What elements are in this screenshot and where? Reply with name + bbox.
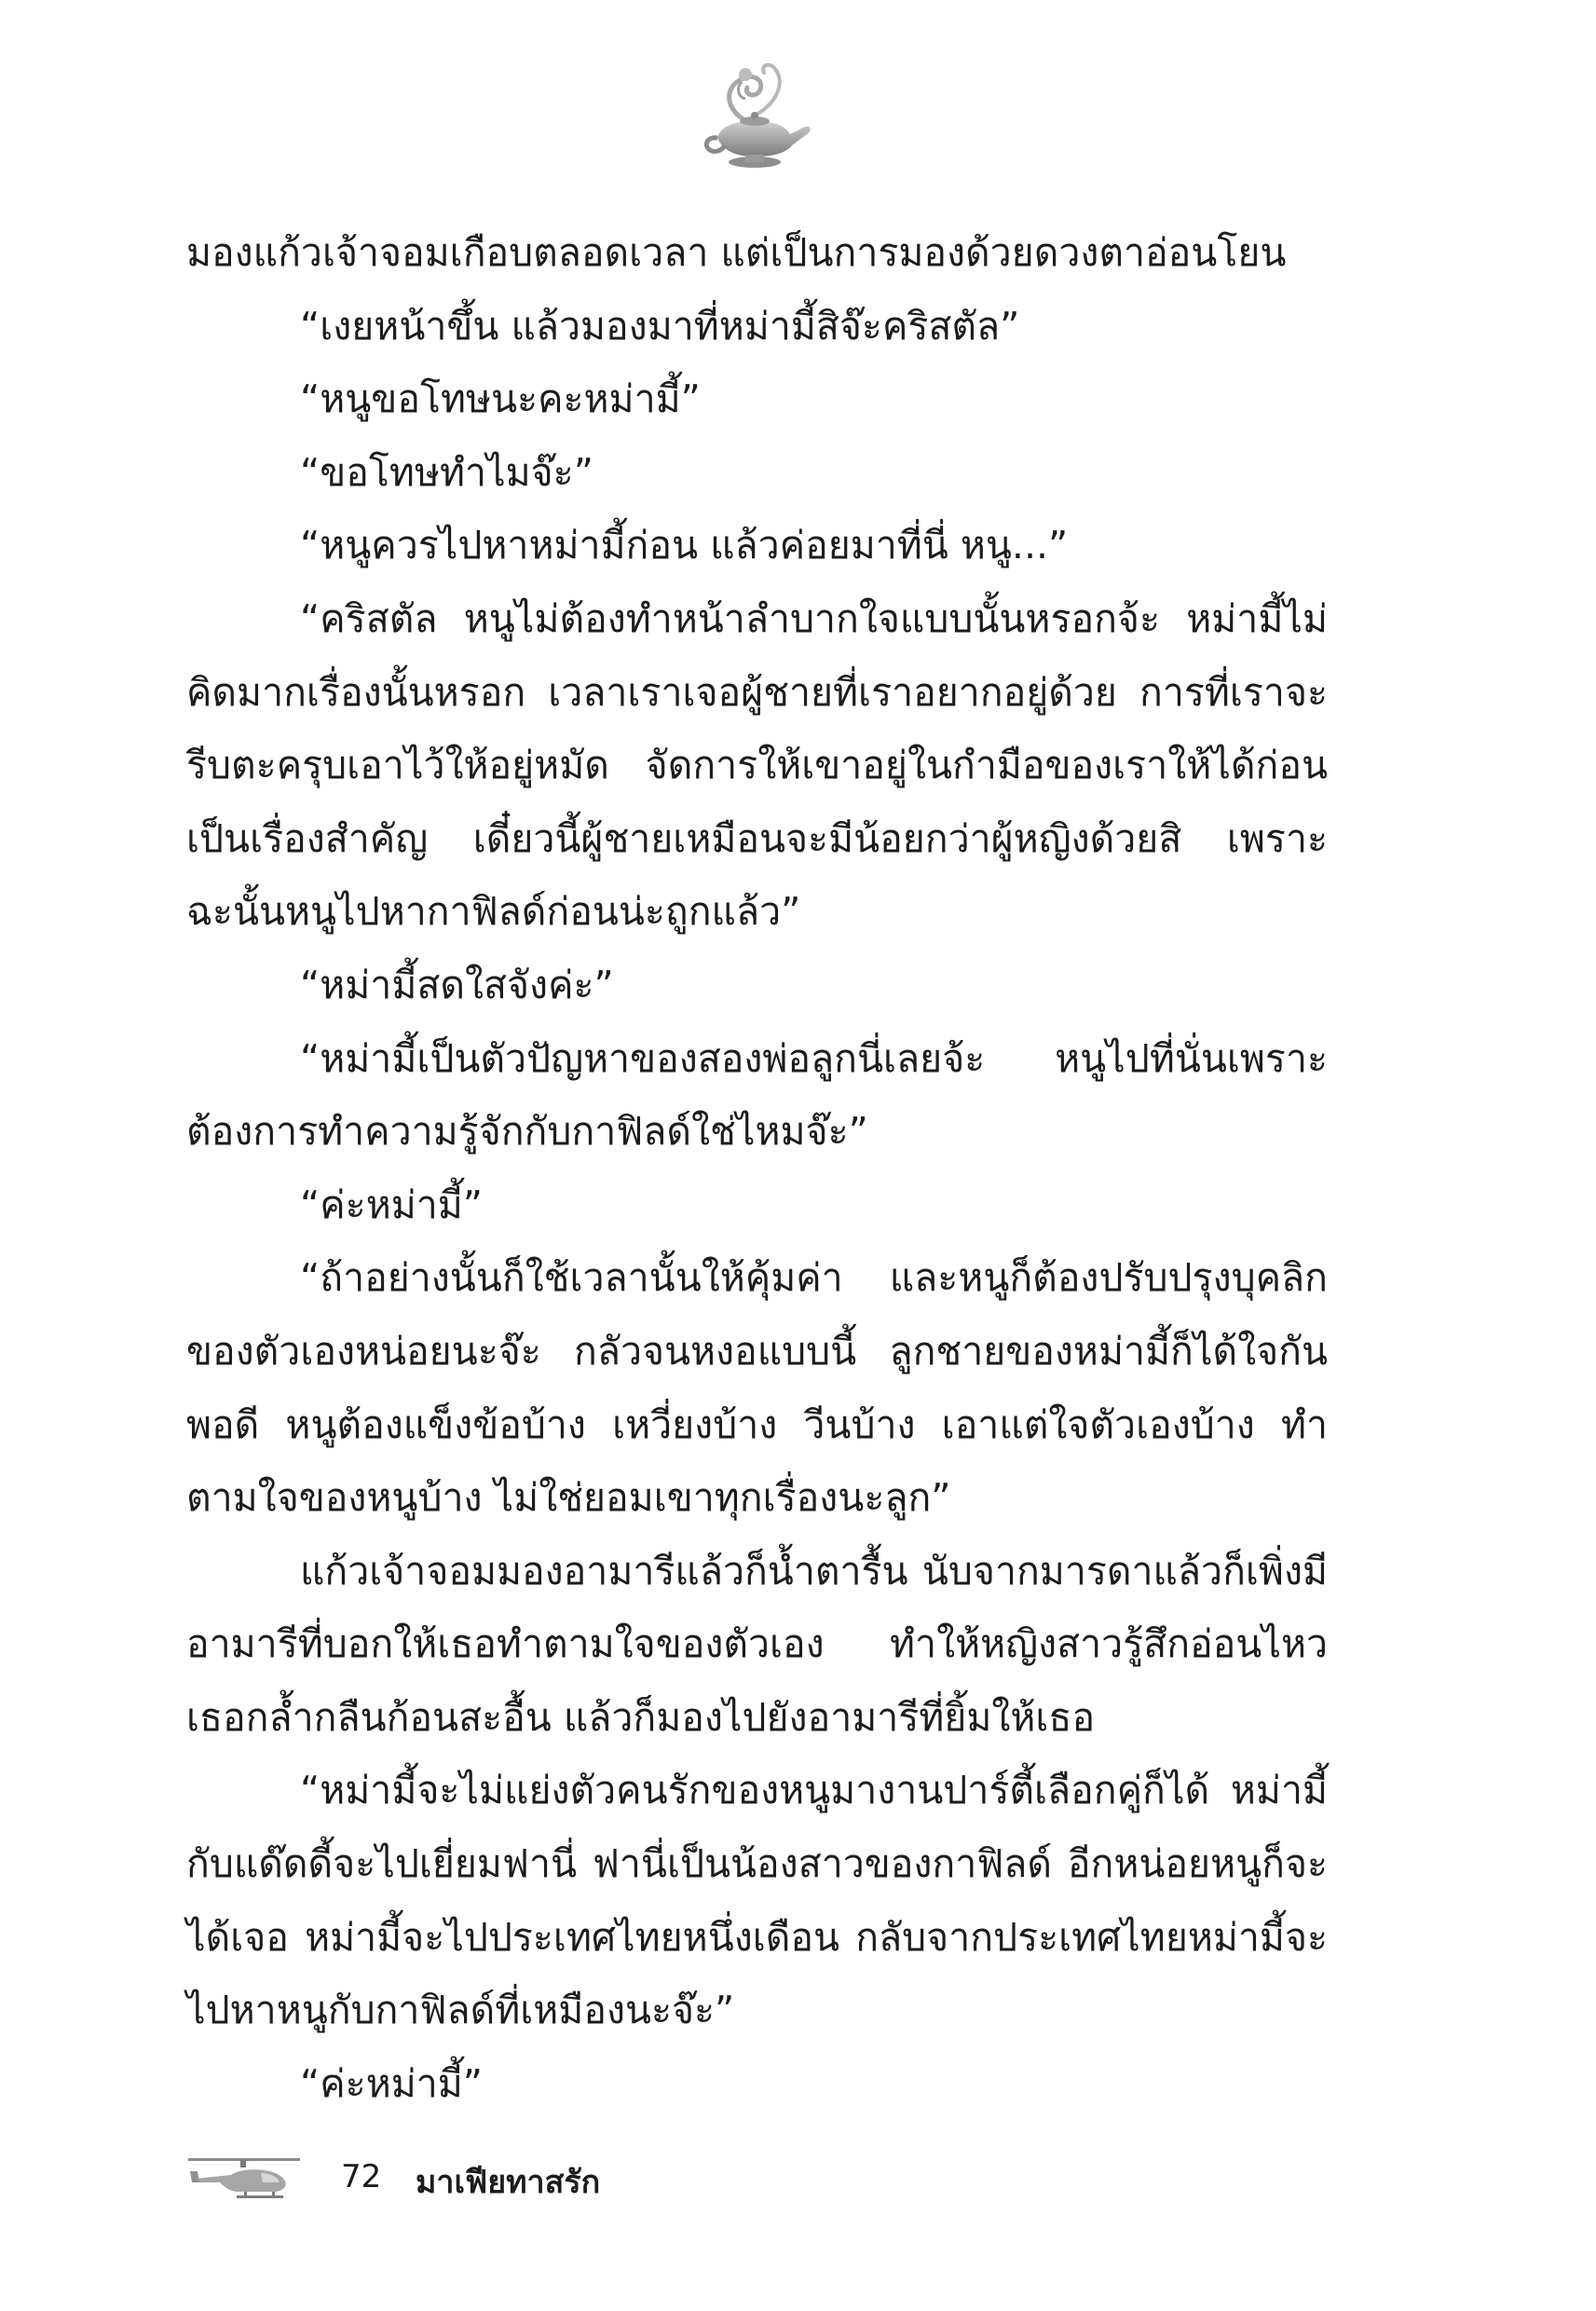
- genie-lamp-icon: [689, 56, 820, 177]
- page-footer: [183, 2153, 835, 2208]
- paragraph: “หม่ามี้จะไม่แย่งตัวคนรักของหนูมางานปาร์ตี้เลือกคู่ก็ได้ หม่ามี้กับแด๊ดดี้จะไปเยี่ยมฟานี่ ฟานี่เป็นน้องสาวของกาฟิลด์ อีกหน่อยหนูก็จะได้เจอ หม่ามี้จะไปประเทศไทยหนึ่งเดือน กลับจากประเทศไทยหม่ามี้จะไปหาหนูกับกาฟิลด์ที่เหมืองนะจ๊ะ”: [186, 1768, 1328, 2033]
- paragraph: “ค่ะหม่ามี้”: [300, 2060, 484, 2106]
- page-number: 72: [341, 2158, 382, 2195]
- paragraph: แก้วเจ้าจอมมองอามารีแล้วก็น้ำตารื้น นับจากมารดาแล้วก็เพิ่งมีอามารีที่บอกให้เธอทำตามใจของตัวเอง ทำให้หญิงสาวรู้สึกอ่อนไหว เธอกล้ำกลืนก้อนสะอื้น แล้วก็มองไปยังอามารีที่ยิ้มให้เธอ: [186, 1548, 1328, 1740]
- paragraph: มองแก้วเจ้าจอมเกือบตลอดเวลา แต่เป็นการมองด้วยดวงตาอ่อนโยน: [186, 230, 1287, 275]
- paragraph: “เงยหน้าขึ้น แล้วมองมาที่หม่ามี้สิจ๊ะคริสตัล”: [300, 303, 1020, 349]
- paragraph: “ค่ะหม่ามี้”: [300, 1182, 484, 1227]
- paragraph: “หม่ามี้เป็นตัวปัญหาของสองพ่อลูกนี่เลยจ้ะ หนูไปที่นั่นเพราะต้องการทำความรู้จักกับกาฟิลด์ใช่ไหมจ๊ะ”: [186, 1035, 1328, 1155]
- paragraph: “ขอโทษทำไมจ๊ะ”: [300, 449, 593, 495]
- paragraph: “ถ้าอย่างนั้นก็ใช้เวลานั้นให้คุ้มค่า และหนูก็ต้องปรับปรุงบุคลิกของตัวเองหน่อยนะจ๊ะ กลัวจนหงอแบบนี้ ลูกชายของหม่ามี้ก็ได้ใจกันพอดี หนูต้องแข็งข้อบ้าง เหวี่ยงบ้าง วีนบ้าง เอาแต่ใจตัวเองบ้าง ทำตามใจของหนูบ้าง ไม่ใช่ยอมเขาทุกเรื่องนะลูก”: [186, 1255, 1328, 1521]
- book-title: มาเฟียทาสรัก: [416, 2164, 601, 2201]
- paragraph: “คริสตัล หนูไม่ต้องทำหน้าลำบากใจแบบนั้นหรอกจ้ะ หม่ามี้ไม่คิดมากเรื่องนั้นหรอก เวลาเราเจอผู้ชายที่เราอยากอยู่ด้วย การที่เราจะรีบตะครุบเอาไว้ให้อยู่หมัด จัดการให้เขาอยู่ในกำมือของเราให้ได้ก่อน เป็นเรื่องสำคัญ เดี๋ยวนี้ผู้ชายเหมือนจะมีน้อยกว่าผู้หญิงด้วยสิ เพราะฉะนั้นหนูไปหากาฟิลด์ก่อนน่ะถูกแล้ว”: [186, 595, 1328, 935]
- paragraph: “หนูควรไปหาหม่ามี้ก่อน แล้วค่อยมาที่นี่ หนู...”: [300, 523, 1069, 568]
- paragraph: “หม่ามี้สดใสจังค่ะ”: [300, 962, 614, 1007]
- helicopter-icon: [183, 2153, 306, 2205]
- body-text: [186, 216, 1328, 2120]
- paragraph: “หนูขอโทษนะคะหม่ามี้”: [300, 376, 701, 422]
